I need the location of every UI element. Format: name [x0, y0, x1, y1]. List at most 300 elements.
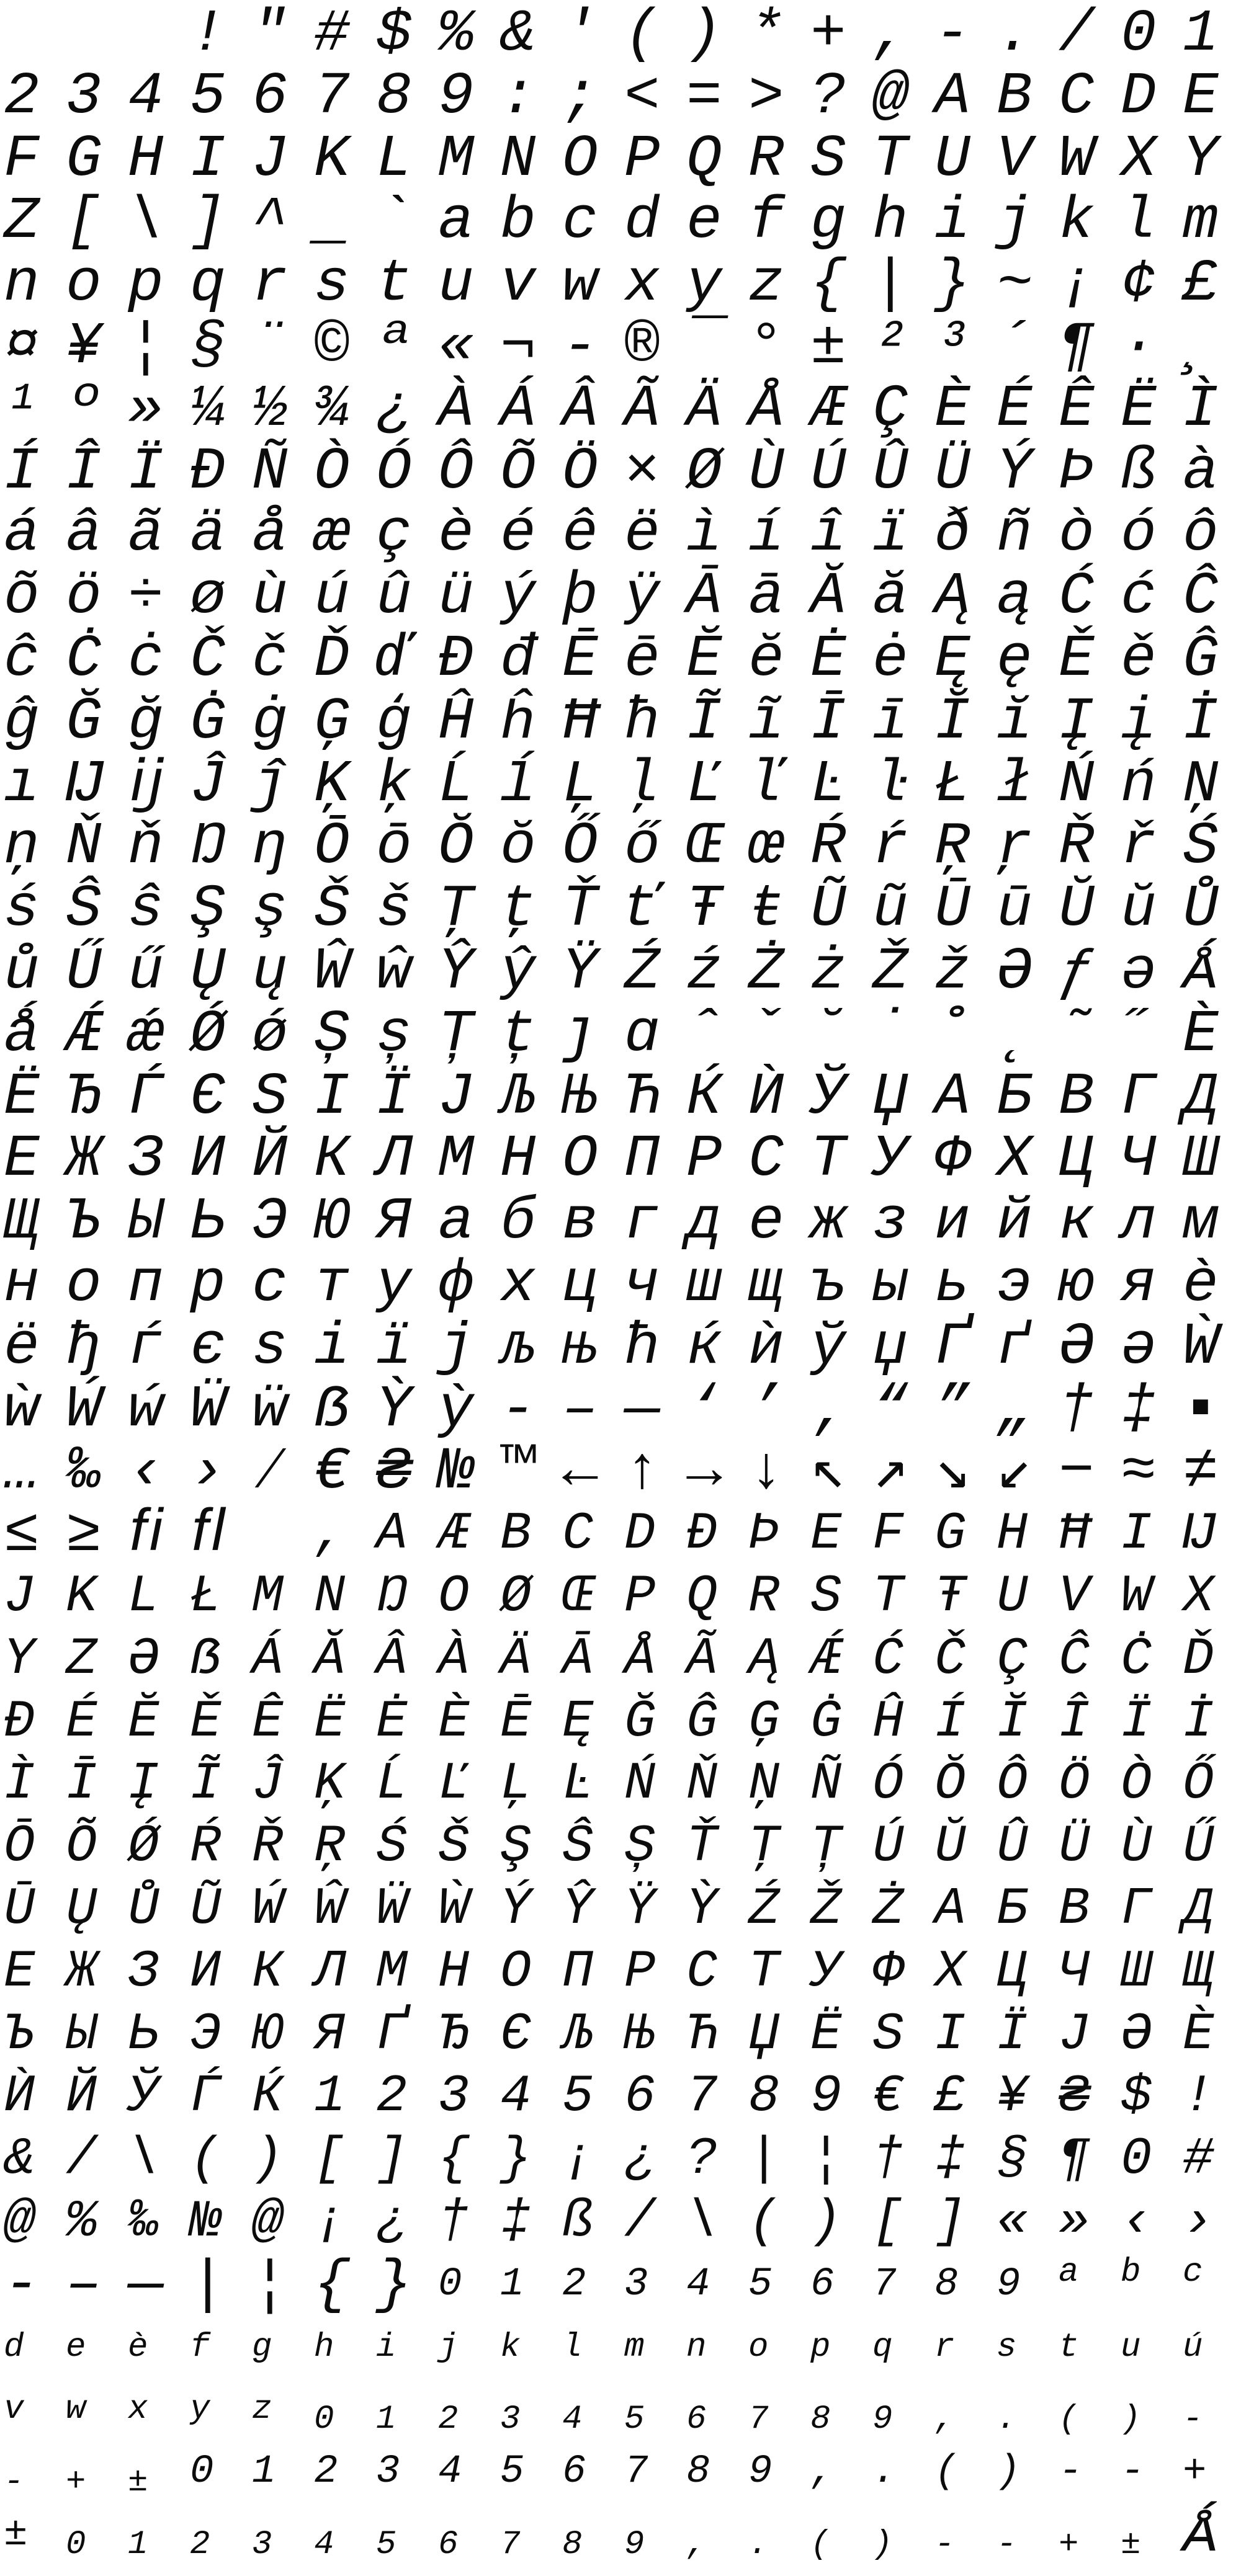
glyph-cell: Ш	[1121, 1942, 1152, 2002]
glyph-cell: І	[314, 1063, 350, 1131]
glyph-cell: Ĭ	[934, 687, 970, 755]
glyph-row	[0, 563, 1241, 631]
glyph-cell: _	[314, 187, 350, 256]
glyph-cell: ģ	[376, 687, 412, 755]
glyph-cell: 7	[748, 2400, 769, 2439]
glyph-cell: І	[934, 2005, 966, 2064]
glyph-cell	[0, 2, 62, 65]
glyph-cell: Q	[686, 1567, 718, 1626]
glyph-cell: Џ	[748, 2005, 780, 2064]
glyph-cell: Ĥ	[872, 1692, 904, 1752]
glyph-cell: Ę	[562, 1692, 594, 1752]
glyph-cell: Ū	[4, 1880, 35, 1939]
glyph-cell: Ċ	[66, 625, 102, 693]
glyph-cell: Ŗ	[934, 813, 970, 881]
glyph-cell: 3	[438, 2067, 470, 2127]
glyph-cell: Ŭ	[1059, 875, 1095, 943]
glyph-cell: û	[376, 563, 412, 631]
glyph-cell: Đ	[4, 1692, 35, 1752]
glyph-cell: ·	[1121, 313, 1157, 380]
glyph-cell: ,	[810, 2449, 835, 2495]
glyph-cell: Į	[1059, 687, 1095, 755]
glyph-cell: 4	[500, 2067, 532, 2127]
glyph-cell: :	[500, 62, 536, 130]
glyph-cell: Ŀ	[562, 1755, 594, 1814]
glyph-cell: ċ	[128, 625, 164, 693]
glyph-cell: ļ	[624, 750, 660, 818]
glyph-cell: Ù	[748, 437, 784, 506]
glyph-cell: Ü	[934, 437, 970, 506]
glyph-cell: ¥	[66, 313, 102, 380]
glyph-cell: U	[934, 125, 970, 193]
glyph-cell: =	[686, 62, 722, 130]
glyph-cell: Á	[252, 1629, 284, 1689]
glyph-cell: Ы	[128, 1188, 164, 1256]
glyph-cell: Ŀ	[810, 750, 846, 818]
glyph-cell: 8	[562, 2526, 583, 2564]
glyph-cell: Ð	[190, 437, 226, 506]
glyph-cell: -	[1059, 2449, 1083, 2495]
glyph-cell: 9	[438, 62, 474, 130]
glyph-cell: Ă	[810, 563, 846, 631]
glyph-cell: г	[624, 1188, 660, 1256]
glyph-cell: õ	[4, 563, 40, 631]
glyph-cell: W	[1059, 125, 1095, 193]
glyph-cell: Ț	[810, 1817, 842, 1877]
glyph-cell: 3	[624, 2262, 648, 2307]
glyph-cell: Ũ	[810, 875, 846, 943]
glyph-cell: ¹	[4, 375, 40, 443]
glyph-cell: v	[4, 2391, 24, 2429]
glyph-cell: ¨	[252, 313, 288, 380]
glyph-cell: 3	[252, 2526, 272, 2564]
glyph-cell: 1	[252, 2449, 276, 2495]
glyph-cell: ”	[934, 1375, 970, 1443]
glyph-row	[0, 750, 1241, 818]
glyph-cell: Ż	[748, 938, 784, 1005]
glyph-cell: ü	[438, 563, 474, 631]
glyph-cell: Ō	[314, 813, 350, 881]
glyph-cell: Â	[376, 1629, 408, 1689]
glyph-cell: Ǿ	[128, 1817, 159, 1877]
glyph-cell: Í	[4, 437, 40, 506]
glyph-cell: ≠	[1183, 1438, 1219, 1506]
glyph-cell: Ā	[686, 563, 722, 631]
glyph-cell: 6	[562, 2449, 586, 2495]
glyph-cell: i	[376, 2328, 396, 2366]
glyph-cell: О	[562, 1125, 598, 1193]
glyph-cell: F	[872, 1505, 904, 1564]
glyph-cell: Щ	[1183, 1942, 1214, 2002]
glyph-cell: ë	[624, 500, 660, 568]
glyph-cell: є	[190, 1313, 226, 1381]
glyph-cell: |	[190, 2250, 226, 2319]
glyph-cell: Đ	[438, 625, 474, 693]
glyph-cell: º	[66, 375, 102, 443]
glyph-cell: Л	[376, 1125, 412, 1193]
glyph-cell: ‐	[500, 1375, 536, 1443]
glyph-cell: ½	[252, 375, 288, 443]
glyph-row	[0, 687, 1241, 755]
glyph-cell: 1	[1183, 0, 1219, 68]
glyph-cell: 2	[376, 2067, 408, 2127]
glyph-cell: )	[997, 2449, 1021, 2495]
glyph-cell: w	[562, 250, 598, 318]
glyph-cell: Ŝ	[562, 1817, 594, 1877]
glyph-cell: Ń	[624, 1755, 656, 1814]
glyph-cell: ž	[934, 938, 970, 1005]
glyph-cell: -	[997, 2526, 1017, 2564]
glyph-cell: ŭ	[1121, 875, 1157, 943]
glyph-cell: ¿	[376, 2193, 408, 2252]
glyph-cell: Ь	[128, 2005, 159, 2064]
glyph-cell: —	[128, 2250, 164, 2319]
glyph-cell: 7	[872, 2262, 897, 2307]
glyph-cell: ú	[314, 563, 350, 631]
glyph-cell: Ÿ	[624, 1880, 656, 1939]
glyph-cell: R	[748, 1567, 780, 1626]
glyph-cell: -	[934, 0, 970, 68]
glyph-row	[0, 315, 1241, 378]
glyph-cell: Š	[438, 1817, 470, 1877]
glyph-cell: Ī	[66, 1755, 97, 1814]
glyph-cell: Ї	[997, 2005, 1028, 2064]
glyph-cell: џ	[872, 1313, 908, 1381]
glyph-cell: į	[1121, 687, 1157, 755]
glyph-cell: й	[997, 1188, 1033, 1256]
glyph-cell: Ş	[190, 875, 226, 943]
glyph-cell: ý	[500, 563, 536, 631]
glyph-cell: ˜	[1059, 1000, 1095, 1068]
glyph-cell: £	[1183, 250, 1219, 318]
glyph-cell: ˆ	[686, 1000, 722, 1068]
glyph-cell: Ũ	[190, 1880, 222, 1939]
glyph-cell: и	[934, 1188, 970, 1256]
glyph-row	[0, 1313, 1241, 1381]
glyph-cell: Ý	[997, 437, 1033, 506]
glyph-cell: ŗ	[997, 813, 1033, 881]
glyph-cell: −	[1059, 1438, 1095, 1506]
glyph-cell: ѐ	[1183, 1250, 1219, 1318]
glyph-cell: Л	[314, 1942, 346, 2002]
glyph-cell: å	[252, 500, 288, 568]
glyph-cell: ±	[128, 2463, 148, 2502]
glyph-cell: Ĕ	[686, 625, 722, 693]
glyph-cell: ↘	[934, 1438, 970, 1506]
glyph-cell: З	[128, 1125, 164, 1193]
glyph-cell: ђ	[66, 1313, 102, 1381]
glyph-cell: ÿ	[624, 563, 660, 631]
glyph-cell: Ğ	[624, 1692, 656, 1752]
glyph-cell: .	[997, 0, 1033, 68]
glyph-cell: Ì	[4, 1755, 35, 1814]
glyph-cell: Ŧ	[934, 1567, 966, 1626]
glyph-cell: Ć	[872, 1629, 904, 1689]
glyph-cell: z	[748, 250, 784, 318]
glyph-cell: ¦	[810, 2130, 842, 2190]
glyph-cell: Ÿ	[562, 938, 598, 1005]
glyph-cell: b	[1121, 2253, 1141, 2291]
glyph-cell: m	[624, 2328, 645, 2366]
glyph-cell: Ẃ	[66, 1375, 102, 1443]
glyph-cell: 5	[562, 2067, 594, 2127]
glyph-cell: ů	[4, 938, 40, 1005]
glyph-cell: Ë	[1121, 375, 1157, 443]
glyph-cell: Ю	[252, 2005, 284, 2064]
glyph-cell: ¬	[500, 313, 536, 380]
glyph-cell: c	[562, 187, 598, 256]
glyph-cell: !	[190, 0, 226, 68]
glyph-cell: ©	[314, 313, 350, 380]
glyph-cell: ą	[997, 563, 1033, 631]
glyph-cell: Ė	[376, 1692, 408, 1752]
glyph-cell: Ľ	[686, 750, 722, 818]
glyph-cell: ,	[314, 1505, 346, 1564]
glyph-cell: Ń	[1059, 750, 1095, 818]
glyph-cell: Ď	[314, 625, 350, 693]
glyph-cell: Ţ	[748, 1817, 780, 1877]
glyph-cell: Э	[252, 1188, 288, 1256]
glyph-cell: I	[190, 125, 226, 193]
glyph-row	[0, 250, 1241, 318]
glyph-cell: Р	[686, 1125, 722, 1193]
glyph-cell: ‰	[66, 1438, 102, 1506]
glyph-cell: Ò	[314, 437, 350, 506]
glyph-cell: Ч	[1059, 1942, 1090, 2002]
glyph-cell: Œ	[562, 1567, 594, 1626]
glyph-cell: Ẁ	[1183, 1313, 1219, 1381]
glyph-cell: %	[66, 2193, 97, 2252]
glyph-cell: ‹	[1121, 2193, 1152, 2252]
glyph-cell: Ж	[66, 1125, 102, 1193]
glyph-cell: ȷ	[562, 1000, 598, 1068]
glyph-cell: ď	[376, 625, 412, 693]
glyph-cell: Ъ	[66, 1188, 102, 1256]
glyph-cell: Ź	[624, 938, 660, 1005]
glyph-cell: 1	[500, 2262, 524, 2307]
glyph-cell: |	[748, 2130, 780, 2190]
glyph-cell: Ĵ	[190, 750, 226, 818]
glyph-cell: Z	[4, 187, 40, 256]
glyph-cell: Д	[1183, 1880, 1214, 1939]
glyph-cell: €	[872, 2067, 904, 2127]
glyph-cell: Ю	[314, 1188, 350, 1256]
glyph-cell: ĭ	[997, 687, 1033, 755]
glyph-cell: Х	[934, 1942, 966, 2002]
glyph-cell: Ķ	[314, 750, 350, 818]
glyph-cell: )	[1121, 2400, 1141, 2439]
glyph-cell: o	[66, 250, 102, 318]
glyph-cell: Ħ	[1059, 1505, 1090, 1564]
glyph-cell: ×	[624, 437, 660, 506]
glyph-cell: №	[190, 2193, 222, 2252]
glyph-cell: `	[376, 187, 412, 256]
glyph-cell: Ĺ	[376, 1755, 408, 1814]
glyph-cell: Ї	[376, 1063, 412, 1131]
glyph-cell: ń	[1121, 750, 1157, 818]
glyph-cell: [	[314, 2130, 346, 2190]
glyph-cell: ј	[438, 1313, 474, 1381]
glyph-cell: >	[748, 62, 784, 130]
glyph-cell: [	[66, 187, 102, 256]
glyph-cell: (	[748, 2193, 780, 2252]
glyph-cell: Ǻ	[1183, 2501, 1219, 2569]
glyph-cell: k	[500, 2328, 521, 2366]
glyph-cell: {	[438, 2130, 470, 2190]
glyph-cell: ¾	[314, 375, 350, 443]
glyph-cell: ú	[1183, 2328, 1203, 2366]
glyph-cell: B	[997, 62, 1033, 130]
glyph-cell: Ī	[810, 687, 846, 755]
glyph-cell: ẞ	[190, 1629, 222, 1689]
glyph-cell: Р	[624, 1942, 656, 2002]
glyph-cell: @	[252, 2193, 284, 2252]
glyph-cell: ǻ	[4, 1000, 40, 1068]
glyph-cell: ó	[1121, 500, 1157, 568]
glyph-cell: Ě	[190, 1692, 222, 1752]
glyph-cell: 8	[810, 2400, 831, 2439]
glyph-cell: ю	[1059, 1250, 1095, 1318]
glyph-cell: 0	[1121, 2130, 1152, 2190]
glyph-cell: ĉ	[4, 625, 40, 693]
glyph-cell: Ñ	[810, 1755, 842, 1814]
glyph-cell: ć	[1121, 563, 1157, 631]
glyph-cell: Ì	[1183, 375, 1219, 443]
glyph-cell: .	[872, 2449, 897, 2495]
glyph-cell: G	[66, 125, 102, 193]
glyph-cell: y	[686, 250, 722, 318]
glyph-cell: í	[748, 500, 784, 568]
glyph-cell: Ŕ	[810, 813, 846, 881]
glyph-cell: Ў	[128, 2067, 159, 2127]
glyph-cell: Ǿ	[190, 1000, 226, 1068]
glyph-cell: 6	[252, 62, 288, 130]
glyph-cell: ˙	[872, 1000, 908, 1068]
glyph-cell: Ħ	[562, 687, 598, 755]
glyph-row	[0, 1566, 1241, 1628]
glyph-cell: ŏ	[500, 813, 536, 881]
glyph-cell: (	[624, 0, 660, 68]
glyph-cell: h	[314, 2328, 334, 2366]
glyph-cell: m	[1183, 187, 1219, 256]
glyph-cell: ←	[562, 1438, 598, 1506]
glyph-cell: 9	[748, 2449, 773, 2495]
glyph-cell: À	[438, 1629, 470, 1689]
glyph-cell: Ŵ	[314, 938, 350, 1005]
glyph-cell: l	[562, 2328, 583, 2366]
glyph-cell: —	[624, 1375, 660, 1443]
glyph-cell: Д	[1183, 1063, 1219, 1131]
glyph-cell: V	[997, 125, 1033, 193]
glyph-cell: k	[1059, 187, 1095, 256]
glyph-cell: Ẅ	[190, 1375, 226, 1443]
glyph-cell: )	[686, 0, 722, 68]
glyph-cell: ²	[872, 313, 908, 380]
glyph-cell: Б	[997, 1880, 1028, 1939]
glyph-cell: *	[748, 0, 784, 68]
glyph-cell: À	[438, 375, 474, 443]
glyph-cell: Ә	[1121, 2005, 1152, 2064]
glyph-cell: 7	[686, 2067, 718, 2127]
glyph-cell: ,	[872, 0, 908, 68]
glyph-cell: Õ	[500, 437, 536, 506]
glyph-cell: ț	[500, 1000, 536, 1068]
glyph-cell: Ť	[686, 1817, 718, 1877]
glyph-cell: ›	[190, 1438, 226, 1506]
glyph-cell: 2	[314, 2449, 338, 2495]
glyph-cell: ĳ	[128, 750, 164, 818]
glyph-cell: Ä	[500, 1629, 532, 1689]
glyph-cell: р	[190, 1250, 226, 1318]
glyph-cell: A	[934, 62, 970, 130]
glyph-cell: Ï	[128, 437, 164, 506]
glyph-cell: Т	[810, 1125, 846, 1193]
glyph-cell: –	[66, 2250, 102, 2319]
glyph-cell: Е	[4, 1942, 35, 2002]
glyph-cell: №	[438, 1438, 474, 1506]
glyph-cell: ì	[686, 500, 722, 568]
glyph-cell: ŋ	[252, 813, 288, 881]
glyph-row	[0, 1941, 1241, 2003]
glyph-cell: ã	[128, 500, 164, 568]
glyph-row	[0, 2128, 1241, 2191]
glyph-cell: 3	[376, 2449, 400, 2495]
glyph-row	[0, 1000, 1241, 1068]
glyph-cell: ә	[1121, 1313, 1157, 1381]
glyph-cell: ±	[4, 2512, 28, 2557]
glyph-row	[0, 1125, 1241, 1193]
glyph-cell: ẅ	[252, 1375, 288, 1443]
glyph-cell: Î	[1059, 1692, 1090, 1752]
glyph-cell: Ẁ	[438, 1880, 470, 1939]
glyph-cell: Č	[934, 1629, 966, 1689]
glyph-cell: ŧ	[748, 875, 784, 943]
glyph-cell: f	[190, 2328, 210, 2366]
glyph-cell: Æ	[810, 375, 846, 443]
glyph-cell: ˛	[997, 1000, 1033, 1068]
glyph-cell: с	[252, 1250, 288, 1318]
glyph-cell: –	[562, 1375, 598, 1443]
glyph-cell: ¡	[314, 2193, 346, 2252]
glyph-cell: 2	[438, 2400, 459, 2439]
glyph-cell: §	[997, 2130, 1028, 2190]
glyph-cell: Ё	[810, 2005, 842, 2064]
glyph-cell: К	[252, 1942, 284, 2002]
glyph-cell: ]	[376, 2130, 408, 2190]
glyph-cell: 9	[872, 2400, 893, 2439]
glyph-row	[0, 875, 1241, 943]
glyph-cell: Ŗ	[314, 1817, 346, 1877]
glyph-cell: ¢	[1121, 250, 1157, 318]
glyph-cell: Ѓ	[128, 1063, 164, 1131]
glyph-cell: Ĩ	[190, 1755, 222, 1814]
glyph-cell: Ф	[872, 1942, 904, 2002]
glyph-cell: ’	[748, 1375, 784, 1443]
glyph-cell: ¶	[1059, 2130, 1090, 2190]
glyph-cell: ≤	[4, 1500, 40, 1569]
glyph-cell: Ĩ	[686, 687, 722, 755]
glyph-cell: +	[66, 2463, 86, 2502]
glyph-cell: -	[4, 2463, 24, 2502]
glyph-cell: Ќ	[686, 1063, 722, 1131]
glyph-cell: Ẃ	[252, 1880, 284, 1939]
glyph-cell: Ј	[438, 1063, 474, 1131]
glyph-cell: ₴	[1059, 2067, 1090, 2127]
glyph-cell: Ą	[934, 563, 970, 631]
glyph-cell: !	[1183, 2067, 1214, 2127]
glyph-cell: Ț	[438, 1000, 474, 1068]
glyph-cell: Ű	[1183, 1817, 1214, 1877]
